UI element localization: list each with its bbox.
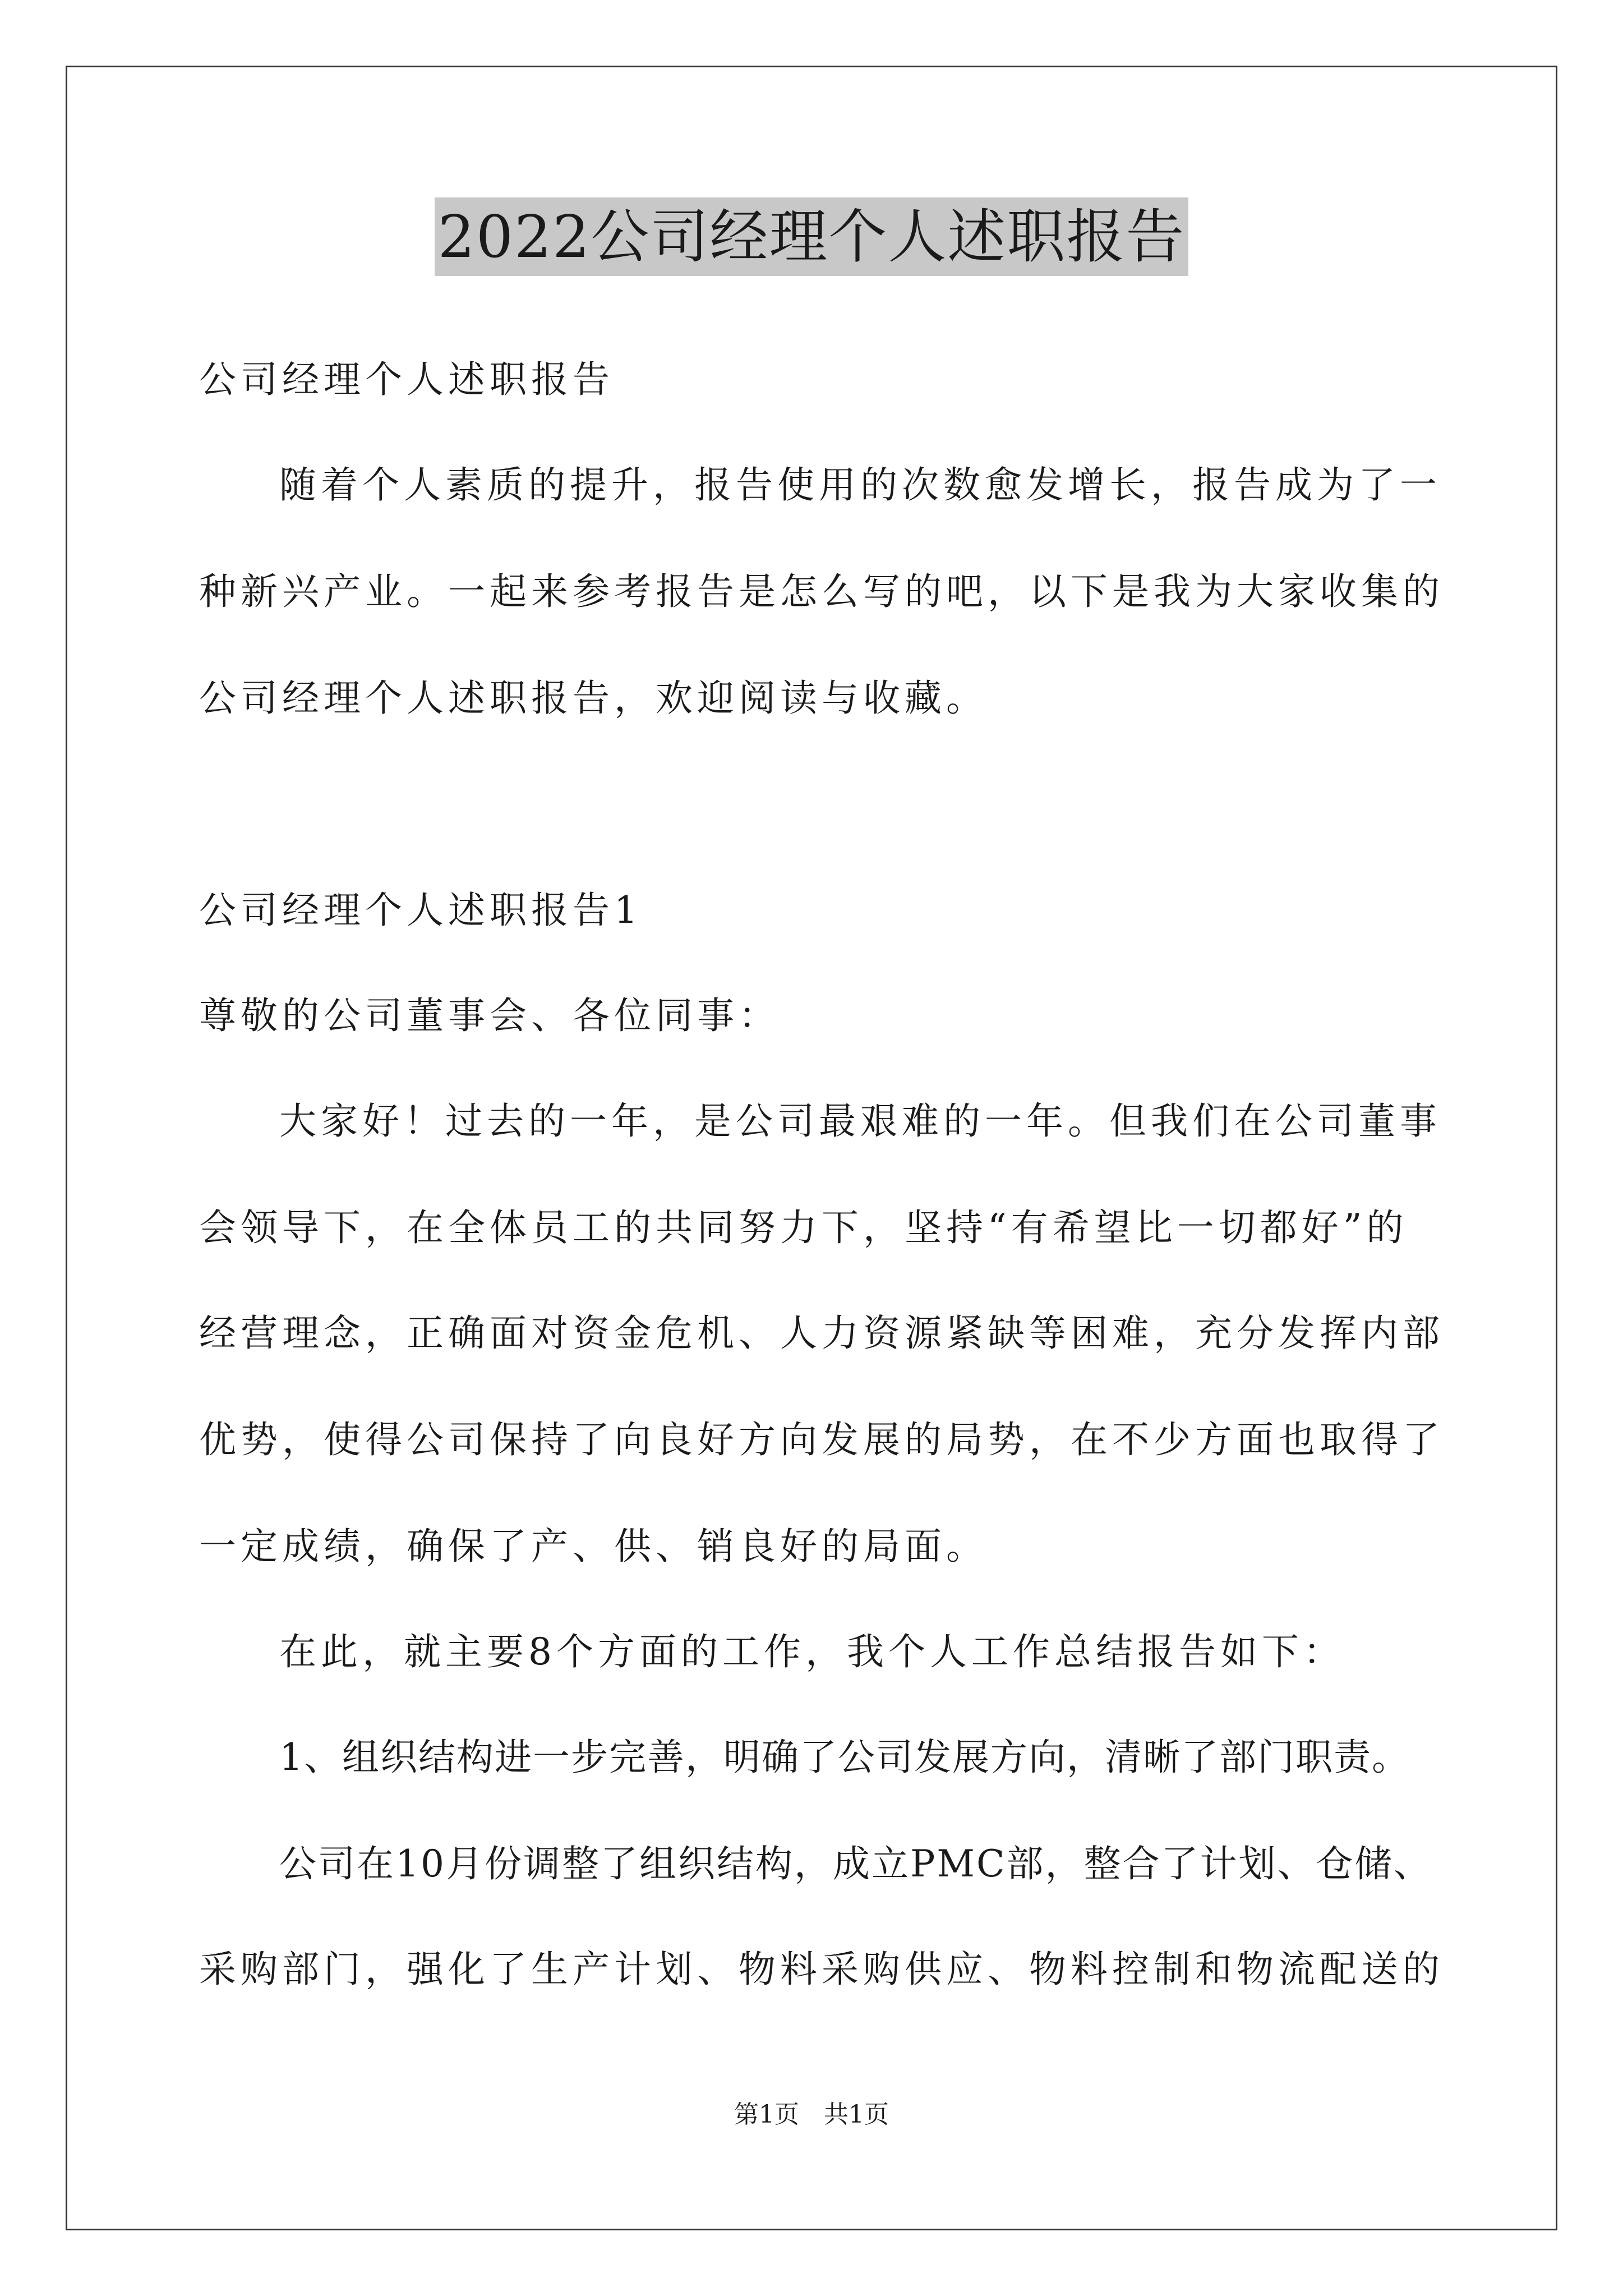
paragraph-line: 种新兴产业。一起来参考报告是怎么写的吧，以下是我为大家收集的 [199,570,1444,613]
paragraph-line: 公司在10月份调整了组织结构，成立PMC部，整合了计划、仓储、 [279,1842,1432,1885]
salutation-line: 尊敬的公司董事会、各位同事： [199,994,780,1037]
paragraph-line: 经营理念，正确面对资金危机、人力资源紧缺等困难，充分发挥内部 [199,1312,1444,1355]
paragraph-line: 采购部门，强化了生产计划、物料采购供应、物料控制和物流配送的 [199,1948,1444,1991]
page-footer: 第1页 共1页 [734,2100,889,2129]
document-title-wrap [0,197,1623,276]
section-heading: 公司经理个人述职报告1 [199,889,642,932]
paragraph-line: 公司经理个人述职报告，欢迎阅读与收藏。 [199,677,988,720]
paragraph-line: 大家好！过去的一年，是公司最艰难的一年。但我们在公司董事 [279,1099,1441,1143]
document-title: 2022公司经理个人述职报告 [435,197,1189,276]
paragraph-line: 优势，使得公司保持了向良好方向发展的局势，在不少方面也取得了 [199,1418,1444,1461]
paragraph-line: 一定成绩，确保了产、供、销良好的局面。 [199,1525,988,1568]
numbered-item-line: 1、组织结构进一步完善，明确了公司发展方向，清晰了部门职责。 [279,1736,1410,1779]
paragraph-line: 随着个人素质的提升，报告使用的次数愈发增长，报告成为了一 [279,463,1441,507]
paragraph-line: 在此，就主要8个方面的工作，我个人工作总结报告如下： [279,1630,1345,1673]
paragraph-line: 会领导下，在全体员工的共同努力下，坚持“有希望比一切都好”的 [199,1206,1408,1249]
subtitle-line: 公司经理个人述职报告 [199,358,614,401]
